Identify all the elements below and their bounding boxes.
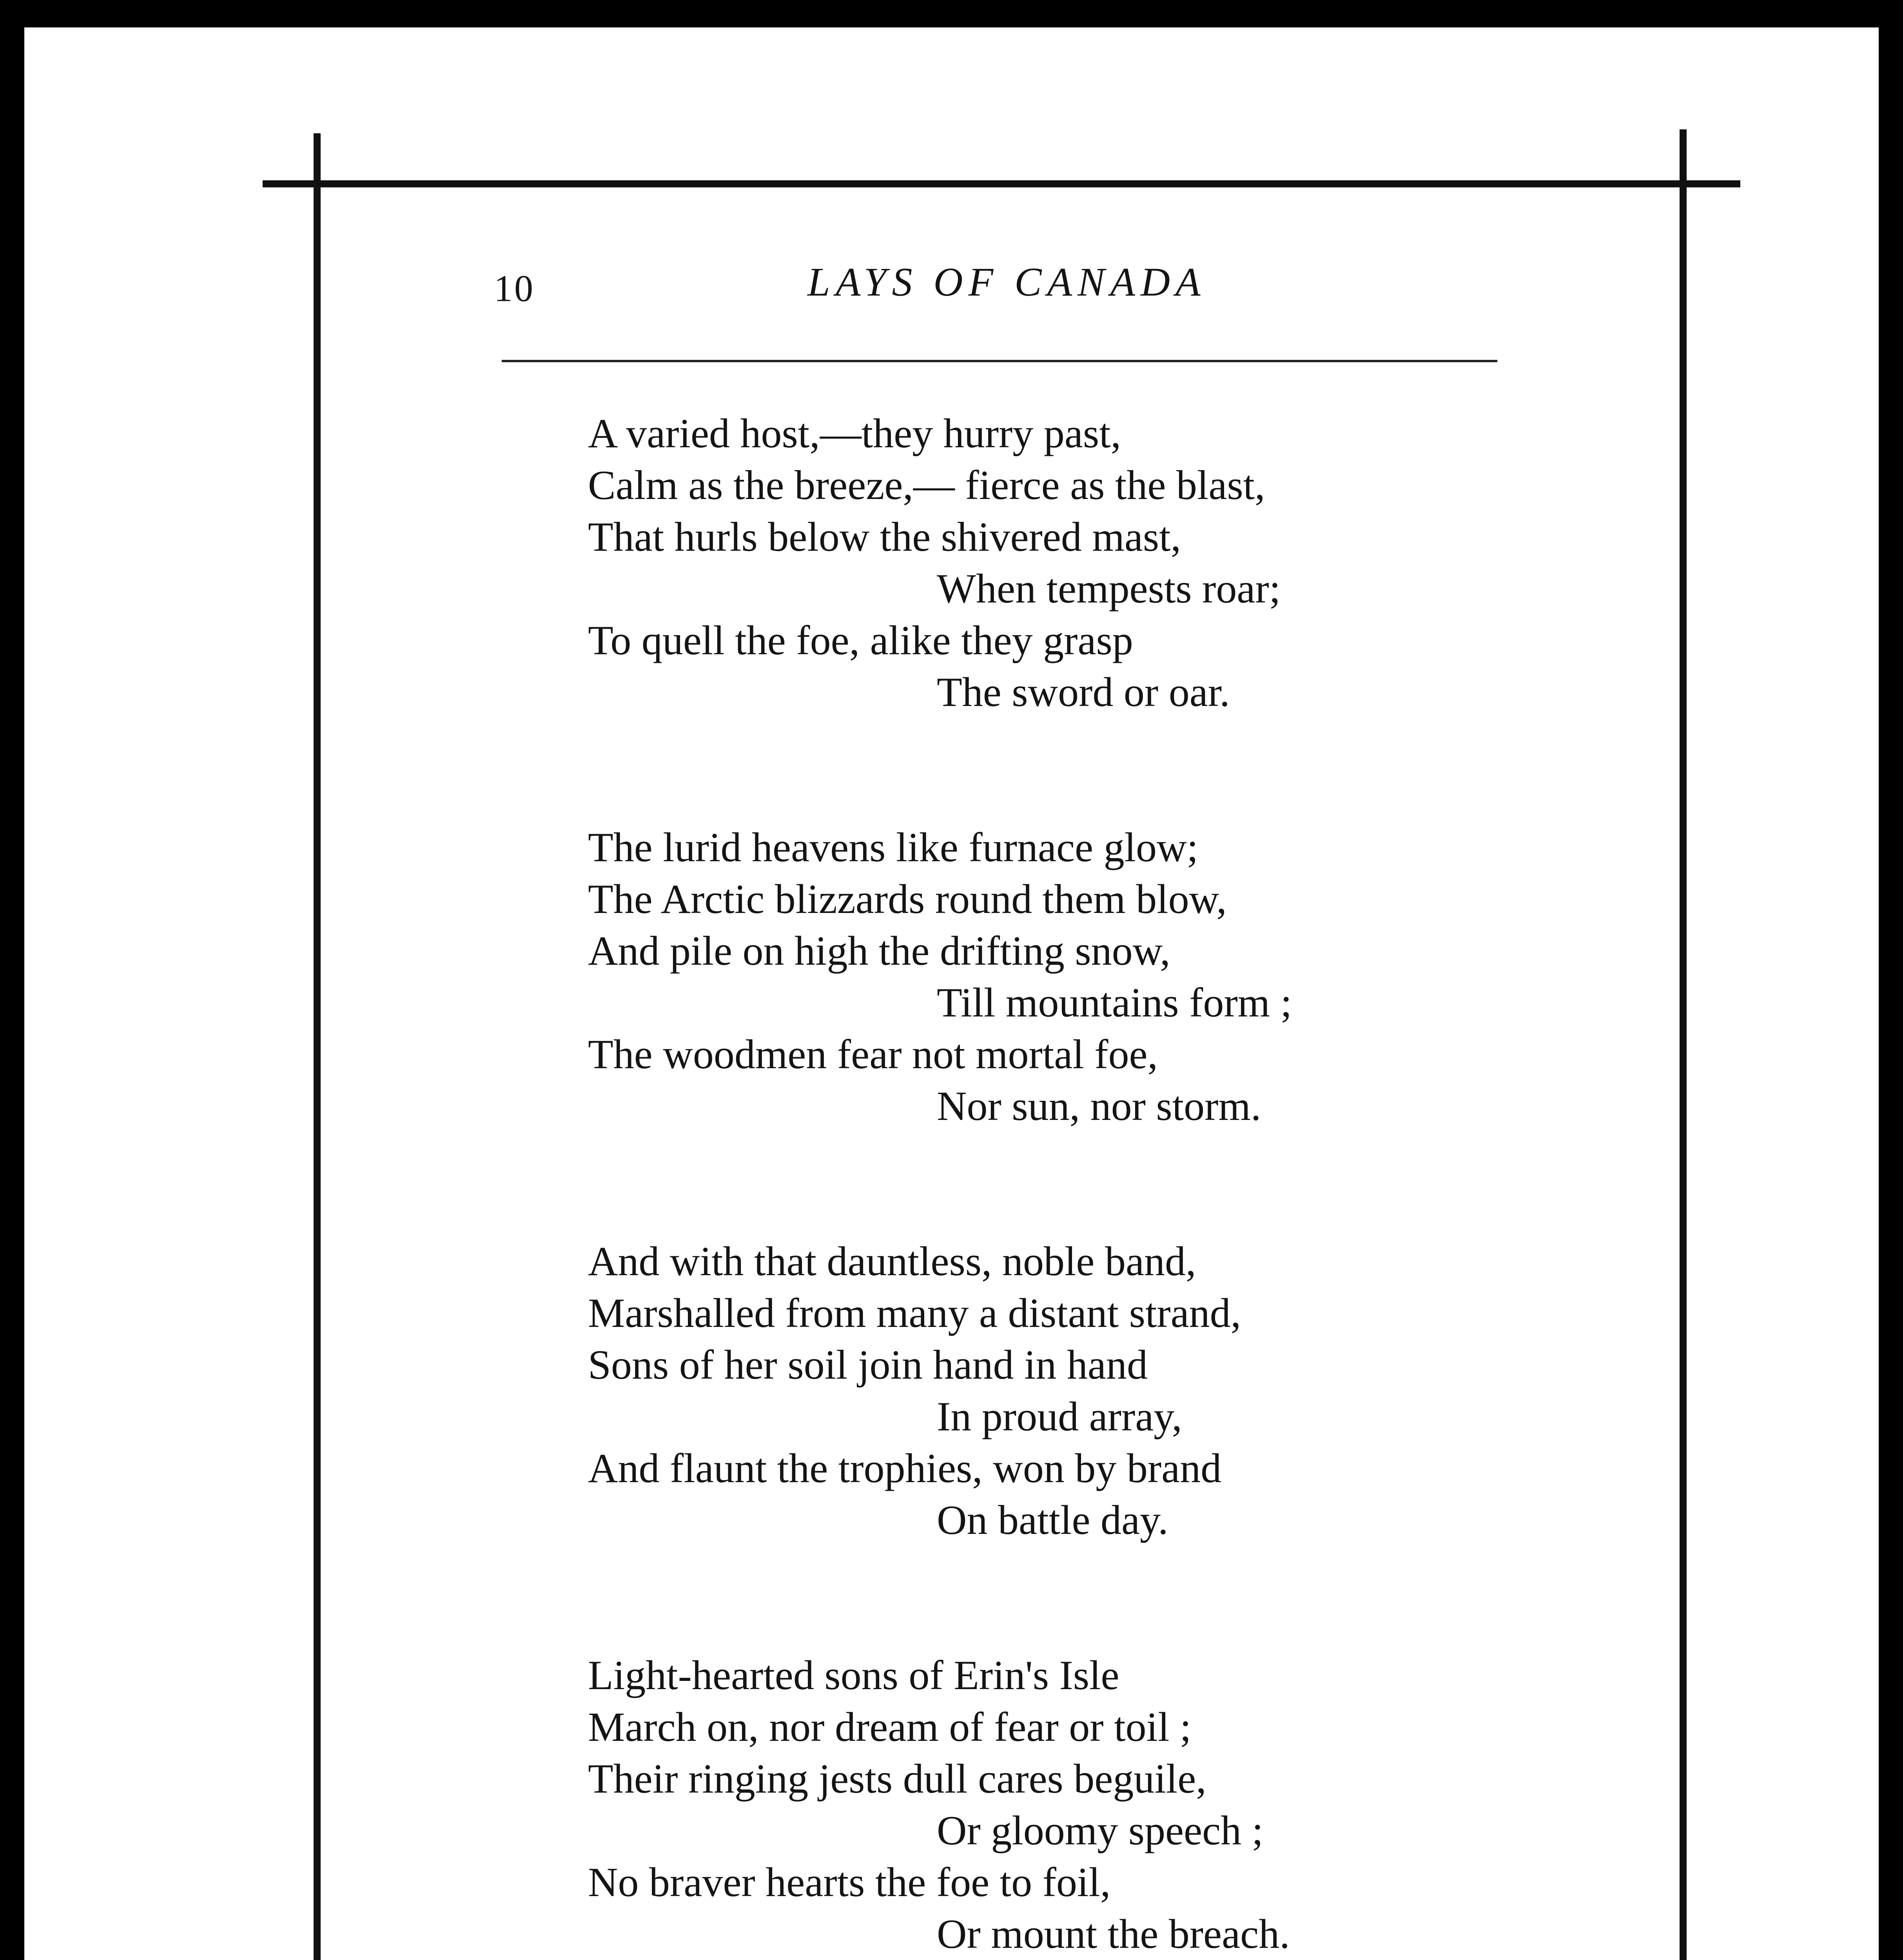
poem-line: To quell the foe, alike they grasp bbox=[588, 617, 1133, 663]
poem-line: Marshalled from many a distant strand, bbox=[588, 1290, 1241, 1336]
poem-line-indented: In proud array, bbox=[937, 1394, 1182, 1439]
frame-rule-left bbox=[314, 133, 321, 1960]
poem-line: Their ringing jests dull cares beguile, bbox=[588, 1756, 1206, 1802]
running-title: LAYS OF CANADA bbox=[807, 260, 1206, 305]
poem-line: Calm as the breeze,— fierce as the blast, bbox=[588, 462, 1265, 508]
poem-line: And pile on high the drifting snow, bbox=[588, 928, 1170, 974]
scan-border-top bbox=[0, 0, 1903, 27]
poem-line-indented: Or gloomy speech ; bbox=[937, 1808, 1264, 1853]
stanza bbox=[588, 1236, 1607, 1546]
stanza bbox=[588, 1650, 1607, 1960]
poem-line: The woodmen fear not mortal foe, bbox=[588, 1031, 1158, 1077]
poem-line: A varied host,—they hurry past, bbox=[588, 410, 1121, 456]
poem-line-indented: On battle day. bbox=[937, 1497, 1168, 1543]
poem-line: That hurls below the shivered mast, bbox=[588, 514, 1181, 560]
poem-line: The lurid heavens like furnace glow; bbox=[588, 824, 1199, 870]
page-number: 10 bbox=[494, 267, 535, 309]
frame-rule-top bbox=[263, 180, 1740, 187]
frame-rule-right bbox=[1680, 129, 1687, 1960]
poem-line: And with that dauntless, noble band, bbox=[588, 1238, 1196, 1284]
poem-line: Sons of her soil join hand in hand bbox=[588, 1342, 1148, 1388]
poem-line-indented: Nor sun, nor storm. bbox=[937, 1083, 1261, 1129]
poem bbox=[588, 408, 1607, 1960]
poem-line: The Arctic blizzards round them blow, bbox=[588, 876, 1227, 922]
poem-line: Light-hearted sons of Erin's Isle bbox=[588, 1652, 1119, 1698]
poem-line-indented: When tempests roar; bbox=[937, 566, 1281, 612]
poem-line: And flaunt the trophies, won by brand bbox=[588, 1445, 1222, 1491]
stanza bbox=[588, 822, 1607, 1132]
poem-line: No braver hearts the foe to foil, bbox=[588, 1859, 1111, 1905]
page-header bbox=[0, 259, 1903, 321]
poem-line-indented: The sword or oar. bbox=[937, 669, 1230, 715]
poem-line-indented: Till mountains form ; bbox=[937, 980, 1292, 1025]
poem-line: March on, nor dream of fear or toil ; bbox=[588, 1704, 1192, 1750]
stanza bbox=[588, 408, 1607, 718]
poem-line-indented: Or mount the breach. bbox=[937, 1911, 1290, 1957]
header-divider bbox=[502, 360, 1497, 362]
